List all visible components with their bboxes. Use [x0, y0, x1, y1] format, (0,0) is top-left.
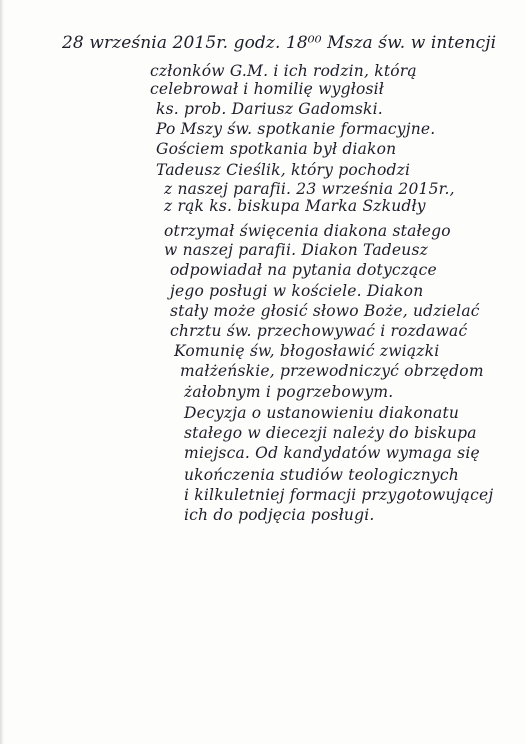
- text-line: Decyzja o ustanowieniu diakonatu: [184, 404, 460, 422]
- text-line: żałobnym i pogrzebowym.: [184, 383, 394, 401]
- text-line: ich do podjęcia posługi.: [184, 506, 375, 524]
- text-line: chrztu św. przechowywać i rozdawać: [170, 322, 468, 340]
- text-line: członków G.M. i ich rodzin, którą: [150, 62, 417, 80]
- text-line: otrzymał święcenia diakona stałego: [164, 222, 451, 240]
- text-line: Po Mszy św. spotkanie formacyjne.: [156, 120, 436, 138]
- text-line: Tadeusz Cieślik, który pochodzi: [156, 161, 411, 179]
- text-line: stałego w diecezji należy do biskupa: [184, 424, 477, 442]
- text-line: Komunię św, błogosławić związki: [174, 342, 440, 360]
- text-line: z naszej parafii. 23 września 2015r.,: [164, 180, 455, 198]
- text-line: celebrował i homilię wygłosił: [150, 80, 385, 98]
- text-line: z rąk ks. biskupa Marka Szkudły: [164, 197, 426, 215]
- text-line-date-heading: 28 września 2015r. godz. 18⁰⁰ Msza św. w intencji: [62, 33, 497, 53]
- text-line: jego posługi w kościele. Diakon: [170, 282, 424, 300]
- text-line: stały może głosić słowo Boże, udzielać: [170, 302, 480, 320]
- text-line: miejsca. Od kandydatów wymaga się: [184, 444, 480, 462]
- text-line: w naszej parafii. Diakon Tadeusz: [164, 241, 428, 259]
- text-line: ks. prob. Dariusz Gadomski.: [156, 100, 383, 118]
- text-line: odpowiadał na pytania dotyczące: [170, 261, 437, 279]
- text-line: ukończenia studiów teologicznych: [184, 466, 459, 484]
- text-line: Gościem spotkania był diakon: [156, 140, 397, 158]
- text-line: i kilkuletniej formacji przygotowującej: [184, 486, 494, 504]
- text-line: małżeńskie, przewodniczyć obrzędom: [180, 362, 484, 380]
